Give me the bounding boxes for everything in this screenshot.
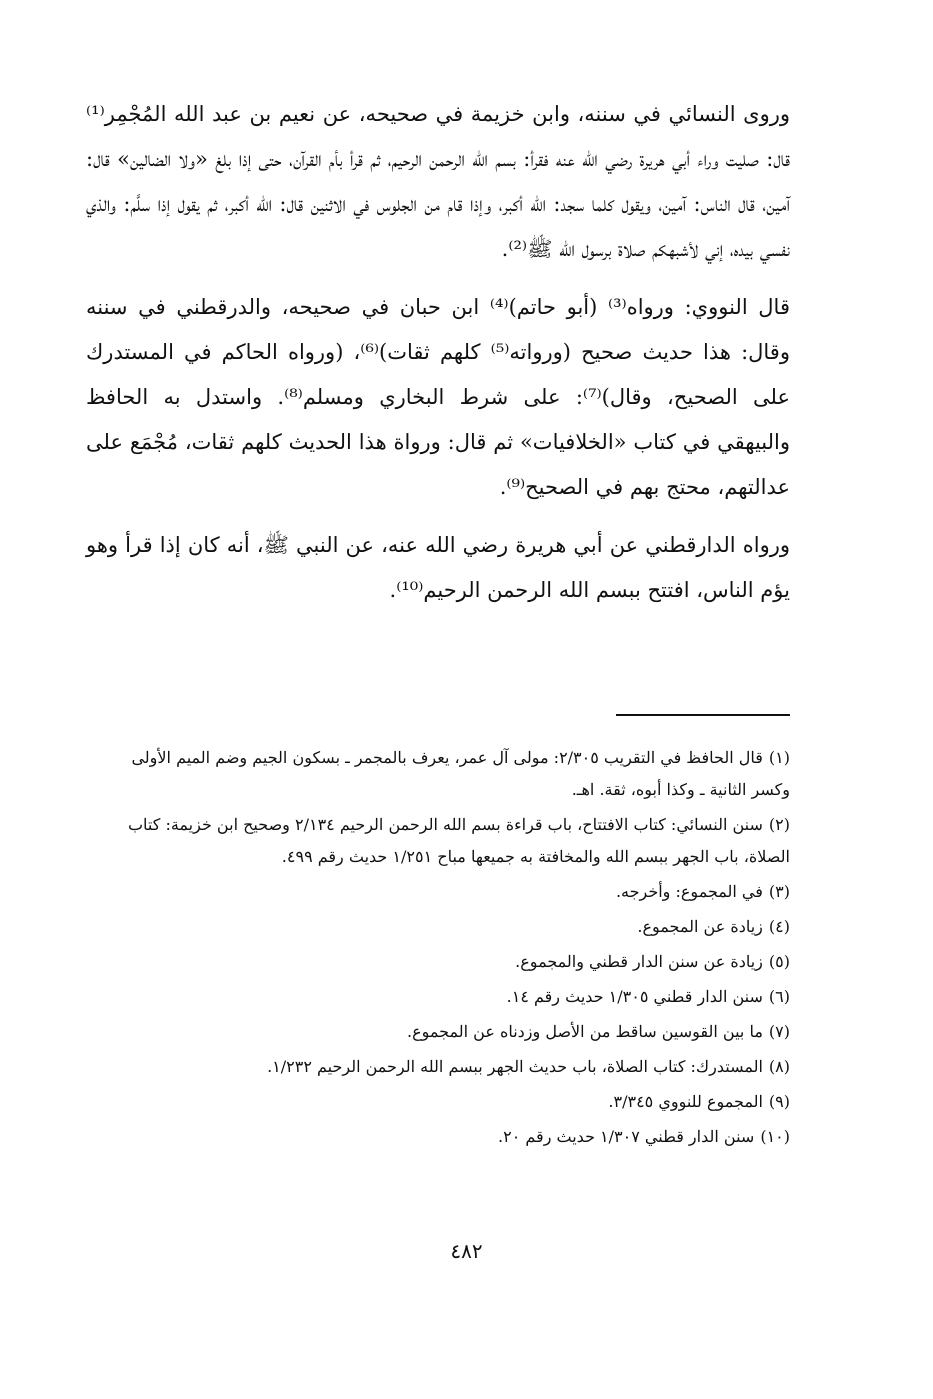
footnote-text: سنن الدار قطني ١/٣٠٧ حديث رقم ٢٠. xyxy=(498,1127,755,1146)
paragraph-2: قال النووي: ورواه⁽³⁾ (أبو حاتم)⁽⁴⁾ ابن حبان في صحيحه، والدرقطني في سننه وقال: هذا حديث صحيح (ورواته⁽⁵⁾ كلهم ثقات)⁽⁶⁾، (ورواه الحاكم في المستدرك على الصحيح، وقال)⁽⁷⁾: على شرط البخاري ومسلم⁽⁸⁾. واستدل به الحافظ والبيهقي في كتاب «الخلافيات» ثم قال: ورواة هذا الحديث كلهم ثقات، مُجْمَع على عدالتهم، محتج بهم في الصحيح⁽⁹⁾. xyxy=(86,295,790,499)
main-text xyxy=(86,92,790,626)
paragraph-1: وروى النسائي في سننه، وابن خزيمة في صحيحه، عن نعيم بن عبد الله المُجْمِر⁽¹⁾ قال: صليت وراء أبي هريرة رضي الله عنه فقرأ: بسم الله الرحمن الرحيم، ثم قرأ بأم القرآن، حتى إذا بلغ «ولا الضالين» قال: آمين، قال الناس: آمين، ويقول كلما سجد: الله أكبر، وإذا قام من الجلوس في الاثنين قال: الله أكبر، ثم يقول إذا سلَّم: والذي نفسي بيده، إني لأشبهكم صلاة برسول الله ﷺ⁽²⁾. xyxy=(86,102,790,261)
footnote-4 xyxy=(96,911,790,943)
footnote-text: زيادة عن المجموع. xyxy=(637,917,763,936)
footnote-text: زيادة عن سنن الدار قطني والمجموع. xyxy=(515,952,763,971)
footnotes xyxy=(96,742,790,1156)
footnote-9 xyxy=(96,1086,790,1118)
footnote-number: (٤) xyxy=(768,917,790,936)
footnote-text: في المجموع: وأخرجه. xyxy=(615,882,763,901)
footnote-10 xyxy=(96,1121,790,1153)
footnote-separator xyxy=(616,714,790,716)
footnote-text: قال الحافظ في التقريب ٢/٣٠٥: مولى آل عمر، يعرف بالمجمر ـ بسكون الجيم وضم الميم الأولى وكسر الثانية ـ وكذا أبوه، ثقة. اهـ. xyxy=(131,748,790,799)
footnote-text: سنن الدار قطني ١/٣٠٥ حديث رقم ١٤. xyxy=(506,987,763,1006)
footnote-2 xyxy=(96,809,790,873)
footnote-number: (٧) xyxy=(768,1022,790,1041)
footnote-number: (١) xyxy=(768,748,790,767)
footnote-5 xyxy=(96,946,790,978)
footnote-3 xyxy=(96,876,790,908)
footnote-number: (٩) xyxy=(768,1092,790,1111)
page-number: ٤٨٢ xyxy=(450,1239,483,1263)
footnote-number: (٨) xyxy=(768,1057,790,1076)
footnote-number: (١٠) xyxy=(760,1127,790,1146)
footnote-text: المجموع للنووي ٣/٣٤٥. xyxy=(608,1092,763,1111)
footnote-text: ما بين القوسين ساقط من الأصل وزدناه عن المجموع. xyxy=(407,1022,763,1041)
paragraph-3: ورواه الدارقطني عن أبي هريرة رضي الله عنه، عن النبي ﷺ، أنه كان إذا قرأ وهو يؤم الناس، افتتح ببسم الله الرحمن الرحيم⁽¹⁰⁾. xyxy=(86,533,790,602)
footnote-number: (٦) xyxy=(768,987,790,1006)
footnote-text: سنن النسائي: كتاب الافتتاح، باب قراءة بسم الله الرحمن الرحيم ٢/١٣٤ وصحيح ابن خزيمة: كتاب الصلاة، باب الجهر ببسم الله والمخافتة به جميعها مباح ١/٢٥١ حديث رقم ٤٩٩. xyxy=(127,815,790,866)
footnote-8 xyxy=(96,1051,790,1083)
footnote-number: (٣) xyxy=(768,882,790,901)
footnote-6 xyxy=(96,981,790,1013)
footnote-1 xyxy=(96,742,790,806)
footnote-text: المستدرك: كتاب الصلاة، باب حديث الجهر ببسم الله الرحمن الرحيم ١/٢٣٢. xyxy=(267,1057,763,1076)
footnote-number: (٥) xyxy=(768,952,790,971)
footnote-number: (٢) xyxy=(768,815,790,834)
footnote-7 xyxy=(96,1016,790,1048)
